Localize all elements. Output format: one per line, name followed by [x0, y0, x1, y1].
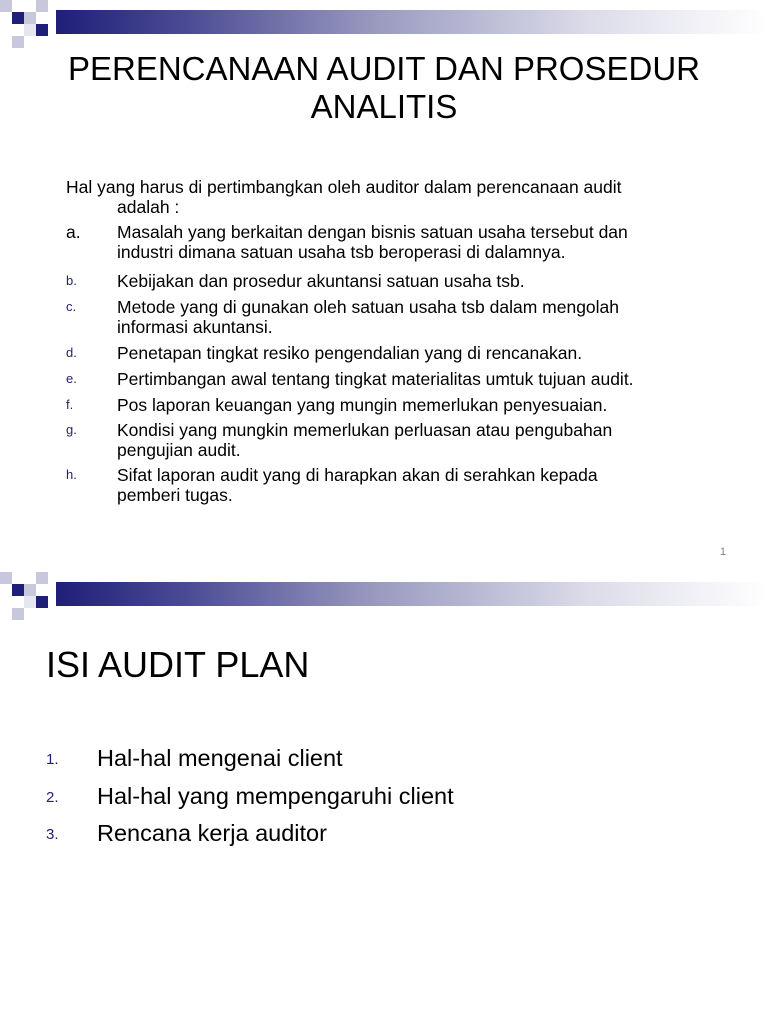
list-item-text: pemberi tugas. [117, 485, 233, 505]
list-item-text: Masalah yang berkaitan dengan bisnis satuan usaha tersebut dan [117, 222, 628, 242]
list-item [46, 782, 726, 820]
list-item-text: industri dimana satuan usaha tsb beroperasi di dalamnya. [117, 242, 566, 262]
list-item [66, 222, 706, 271]
deco-square [36, 596, 48, 608]
list-item-text: pengujian audit. [117, 440, 241, 460]
deco-square [24, 596, 36, 608]
list-marker: g. [66, 422, 77, 437]
header-decoration [0, 0, 768, 50]
list-marker: b. [66, 273, 77, 288]
page-number: 1 [719, 546, 726, 558]
gradient-band [56, 582, 768, 606]
deco-square [24, 24, 36, 36]
list-marker: a. [66, 222, 81, 242]
list-marker: e. [66, 371, 77, 386]
deco-square [12, 584, 24, 596]
gradient-band [56, 10, 768, 34]
deco-square [36, 572, 48, 584]
deco-square [12, 36, 24, 48]
header-decoration [0, 572, 768, 622]
deco-square [36, 0, 48, 12]
list-marker: c. [66, 299, 77, 314]
list-item-text: Rencana kerja auditor [97, 820, 327, 846]
list-marker: 3. [46, 826, 59, 843]
list-item [66, 369, 706, 395]
slide-title: PERENCANAAN AUDIT DAN PROSEDUR ANALITIS [67, 50, 700, 125]
intro-line: Hal yang harus di pertimbangkan oleh auditor dalam perencanaan audit [66, 177, 622, 197]
list-item [66, 343, 706, 369]
list-item-text: Pos laporan keuangan yang mungin memerlukan penyesuaian. [117, 395, 608, 415]
deco-square [0, 0, 12, 12]
list-item-text: Pertimbangan awal tentang tingkat materialitas umtuk tujuan audit. [117, 369, 634, 389]
deco-square [12, 608, 24, 620]
list-item-text: Kondisi yang mungkin memerlukan perluasan atau pengubahan [117, 420, 613, 440]
intro-text [66, 177, 706, 217]
list-item [66, 395, 706, 420]
list-marker: 1. [46, 751, 59, 768]
list-item-text: Metode yang di gunakan oleh satuan usaha tsb dalam mengolah [117, 297, 620, 317]
list-item-text: Hal-hal mengenai client [97, 745, 343, 771]
list-item [66, 420, 706, 465]
list-item-text: Hal-hal yang mempengaruhi client [97, 782, 454, 809]
deco-square [24, 12, 36, 24]
list-item [66, 465, 706, 509]
list-item [46, 744, 726, 782]
intro-line: adalah : [117, 197, 180, 217]
list-marker: 2. [46, 788, 59, 806]
deco-square [36, 24, 48, 36]
slide-2 [0, 572, 768, 1024]
list-item [46, 819, 726, 857]
list-item [66, 271, 706, 297]
list-marker: f. [66, 397, 74, 412]
deco-square [12, 12, 24, 24]
list-item-text: Penetapan tingkat resiko pengendalian yang di rencanakan. [117, 343, 583, 363]
list-item-text: Sifat laporan audit yang di harapkan akan di serahkan kepada [117, 465, 598, 485]
list-item-text: informasi akuntansi. [117, 317, 273, 337]
list-marker: d. [66, 345, 77, 360]
list-marker: h. [66, 467, 77, 482]
audit-plan-list [46, 744, 726, 857]
slide-title: ISI AUDIT PLAN [46, 644, 310, 685]
list-item [66, 297, 706, 343]
list-item-text: Kebijakan dan prosedur akuntansi satuan usaha tsb. [117, 271, 525, 291]
deco-square [24, 584, 36, 596]
criteria-list [66, 222, 706, 509]
deco-square [0, 572, 12, 584]
